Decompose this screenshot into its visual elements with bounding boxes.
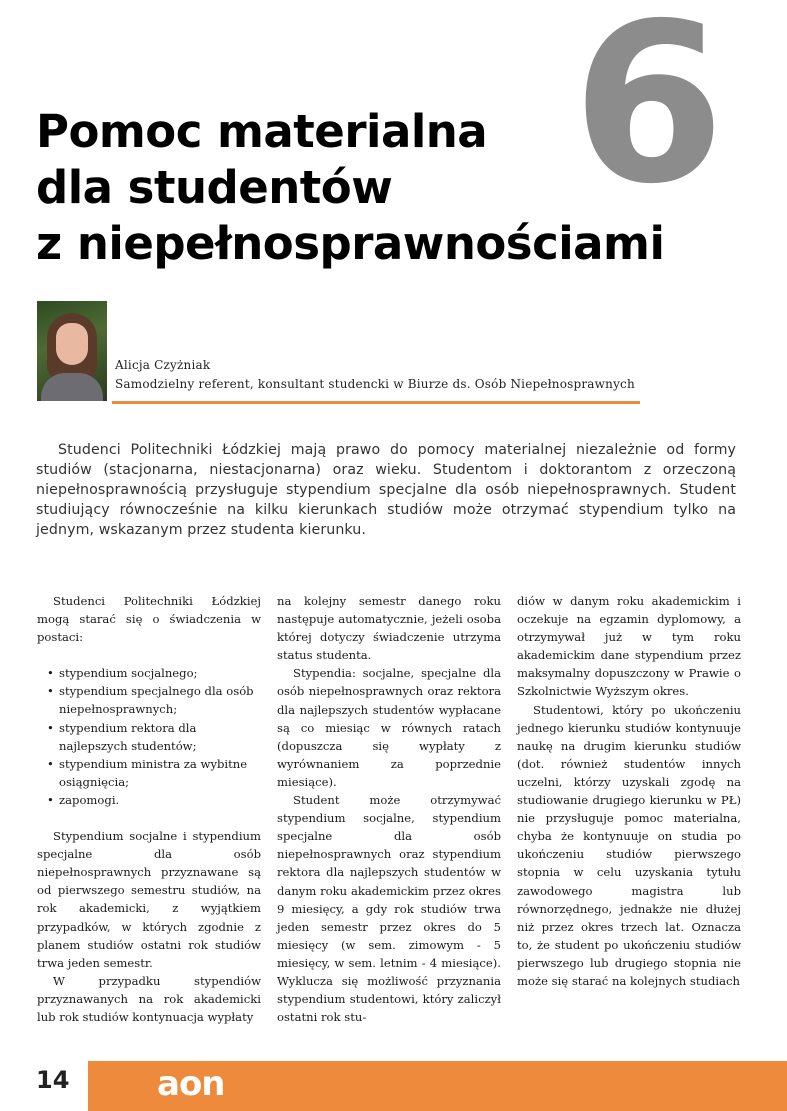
text-column-2: [277, 592, 501, 1026]
paragraph: W przypadku stypendiów przyznawanych na rok akademicki lub rok studiów kontynuacja wypłaty: [37, 973, 261, 1024]
list-item: • stypendium rektora dla najlepszych studentów;: [37, 719, 261, 755]
benefits-list: [37, 664, 261, 809]
list-item: • stypendium specjalnego dla osób niepełnosprawnych;: [37, 682, 261, 718]
chapter-number: 6: [572, 0, 726, 232]
list-item: • zapomogi.: [37, 791, 261, 809]
list-item: • stypendium socjalnego;: [37, 664, 261, 682]
paragraph: Stypendia: socjalne, specjalne dla osób niepełnosprawnych oraz rektora dla najlepszych studentów wypłacane są co miesiąc w równych ratach (dopuszcza się wypłaty z wyrównaniem za poprzednie miesiące).: [277, 666, 501, 789]
list-item: • stypendium ministra za wybitne osiągnięcia;: [37, 755, 261, 791]
text-column-3: [517, 592, 741, 990]
author-role: Samodzielny referent, konsultant studencki w Biurze ds. Osób Niepełnosprawnych: [115, 377, 635, 391]
lead-paragraph: Studenci Politechniki Łódzkiej mają prawo do pomocy materialnej niezależnie od formy studiów (stacjonarna, niestacjonarna) oraz wieku. Studentom i doktorantom z orzeczoną niepełnosprawnością przysługuje stypendium specjalne dla osób niepełnosprawnych. Student studiujący równocześnie na kilku kierunkach studiów może otrzymać stypendium tylko na jednym, wskazanym przez studenta kierunku.: [36, 442, 736, 538]
paragraph: Student może otrzymywać stypendium socjalne, stypendium specjalne dla osób niepełnosprawnych oraz stypendium rektora dla najlepszych studentów w danym roku akademickim przez okres 9 miesięcy, a gdy rok studiów trwa jeden semestr przez okres do 5 miesięcy (w sem. zimowym - 5 miesięcy, w sem. letnim - 4 miesiące). Wyklucza się możliwość przyznania stypendium studentowi, który zaliczył ostatni rok stu-: [277, 793, 501, 1025]
paragraph: na kolejny semestr danego roku następuje automatycznie, jeżeli osoba której dotyczy świadczenie utrzyma status studenta.: [277, 594, 501, 663]
aon-logo: aon: [157, 1064, 225, 1104]
title-line: dla studentów: [36, 161, 393, 214]
paragraph: Studentowi, który po ukończeniu jednego kierunku studiów kontynuuje naukę na drugim kierunku studiów (dot. również studentów innych uczelni, którzy uzyskali zgodę na studiowanie drugiego kierunku w PŁ) nie przysługuje pomoc materialna, chyba że kontynuuje on studia po ukończeniu studiów pierwszego stopnia w celu uzyskania tytułu zawodowego magistra lub równorzędnego, jednakże nie dłużej niż przez okres trzech lat. Oznacza to, że student po ukończeniu studiów pierwszego lub drugiego stopnia nie może się starać na kolejnych studiach: [517, 702, 741, 988]
author-photo: [37, 301, 107, 401]
page-number: 14: [36, 1066, 70, 1094]
paragraph: Studenci Politechniki Łódzkiej mogą starać się o świadczenia w postaci:: [37, 594, 261, 645]
photo-face: [56, 323, 88, 365]
paragraph: Stypendium socjalne i stypendium specjalne dla osób niepełnosprawnych przyznawane są od pierwszego semestru studiów, na rok akademicki, z wyjątkiem przypadków, w których zgodnie z planem studiów ostatni rok studiów trwa jeden semestr.: [37, 829, 261, 970]
paragraph: diów w danym roku akademickim i oczekuje na egzamin dyplomowy, a otrzymywał już w tym roku akademickim dane stypendium przez maksymalny dopuszczony w Prawie o Szkolnictwie Wyższym okres.: [517, 594, 741, 699]
title-line: Pomoc materialna: [36, 105, 488, 158]
photo-body: [41, 373, 103, 401]
author-divider: [112, 401, 640, 404]
author-name: Alicja Czyżniak: [115, 358, 211, 372]
page-title: [36, 104, 664, 272]
title-line: z niepełnosprawnościami: [36, 217, 665, 270]
text-column-1: [37, 592, 261, 1026]
